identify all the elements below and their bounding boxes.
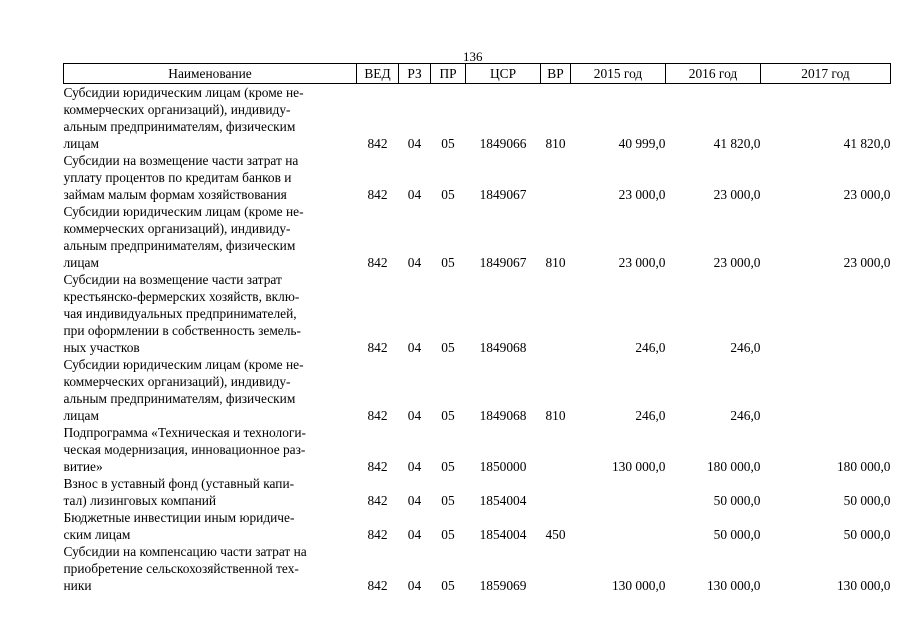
budget-table bbox=[63, 63, 891, 594]
row-ved: 842 bbox=[367, 459, 388, 474]
table-row bbox=[64, 543, 891, 594]
row-name bbox=[64, 356, 357, 424]
table-row bbox=[64, 424, 891, 475]
row-name-line: тал) лизинговых компаний bbox=[63, 493, 217, 508]
row-rz: 04 bbox=[407, 578, 422, 593]
row-name-line: Субсидии на возмещение части затрат на bbox=[63, 153, 299, 168]
header-pr: ПР bbox=[431, 64, 466, 84]
row-name-line: коммерческих организаций), индивиду- bbox=[63, 102, 291, 117]
row-csr: 1859069 bbox=[479, 578, 527, 593]
row-2016: 23 000,0 bbox=[713, 255, 761, 270]
row-vr bbox=[541, 475, 571, 509]
row-pr: 05 bbox=[441, 187, 455, 202]
row-ved: 842 bbox=[367, 493, 388, 508]
row-name-line: Субсидии на компенсацию части затрат на bbox=[63, 544, 307, 559]
row-2016: 50 000,0 bbox=[713, 493, 761, 508]
row-pr: 05 bbox=[441, 136, 455, 151]
row-name bbox=[64, 152, 357, 203]
row-rz: 04 bbox=[407, 527, 422, 542]
header-rz: РЗ bbox=[399, 64, 431, 84]
row-ved: 842 bbox=[367, 527, 388, 542]
row-vr: 810 bbox=[545, 136, 566, 151]
row-ved: 842 bbox=[367, 340, 388, 355]
row-pr: 05 bbox=[441, 459, 455, 474]
row-2017: 41 820,0 bbox=[843, 136, 891, 151]
row-2016: 23 000,0 bbox=[713, 187, 761, 202]
row-2016: 246,0 bbox=[730, 340, 761, 355]
row-name-line: Бюджетные инвестиции иным юридиче- bbox=[63, 510, 295, 525]
row-name-line: ных участков bbox=[63, 340, 140, 355]
row-2015 bbox=[571, 475, 666, 509]
row-name-line: при оформлении в собственность земель- bbox=[63, 323, 301, 338]
row-2016: 246,0 bbox=[730, 408, 761, 423]
row-pr: 05 bbox=[441, 578, 455, 593]
row-name-line: чая индивидуальных предпринимателей, bbox=[63, 306, 297, 321]
header-name: Наименование bbox=[64, 64, 357, 84]
row-pr: 05 bbox=[441, 408, 455, 423]
row-ved: 842 bbox=[367, 255, 388, 270]
row-name-line: Субсидии юридическим лицам (кроме не- bbox=[63, 85, 304, 100]
header-ved: ВЕД bbox=[357, 64, 399, 84]
row-name-line: лицам bbox=[63, 255, 99, 270]
row-name bbox=[64, 475, 357, 509]
row-2016: 130 000,0 bbox=[706, 578, 761, 593]
row-name-line: Субсидии на возмещение части затрат bbox=[63, 272, 282, 287]
row-name-line: ники bbox=[63, 578, 92, 593]
table-row bbox=[64, 356, 891, 424]
row-pr: 05 bbox=[441, 527, 455, 542]
row-2017: 50 000,0 bbox=[843, 527, 891, 542]
row-vr bbox=[541, 271, 571, 356]
table-row bbox=[64, 475, 891, 509]
row-2017 bbox=[761, 356, 891, 424]
row-vr: 810 bbox=[545, 408, 566, 423]
header-vr: ВР bbox=[541, 64, 571, 84]
row-2017: 23 000,0 bbox=[843, 187, 891, 202]
row-2015: 246,0 bbox=[635, 340, 666, 355]
row-2017: 50 000,0 bbox=[843, 493, 891, 508]
table-body bbox=[64, 84, 891, 595]
row-name-line: крестьянско-фермерских хозяйств, вклю- bbox=[63, 289, 300, 304]
row-vr: 810 bbox=[545, 255, 566, 270]
header-2017: 2017 год bbox=[761, 64, 891, 84]
row-name-line: Субсидии юридическим лицам (кроме не- bbox=[63, 357, 304, 372]
row-ved: 842 bbox=[367, 578, 388, 593]
row-name-line: коммерческих организаций), индивиду- bbox=[63, 221, 291, 236]
row-name-line: альным предпринимателям, физическим bbox=[63, 391, 296, 406]
table-header-row bbox=[64, 64, 891, 84]
row-name-line: Взнос в уставный фонд (уставный капи- bbox=[63, 476, 295, 491]
table-row bbox=[64, 203, 891, 271]
row-2017 bbox=[761, 271, 891, 356]
row-name bbox=[64, 424, 357, 475]
row-name-line: лицам bbox=[63, 408, 99, 423]
row-name-line: Подпрограмма «Техническая и технологи- bbox=[63, 425, 307, 440]
row-csr: 1849068 bbox=[479, 340, 527, 355]
header-csr: ЦСР bbox=[466, 64, 541, 84]
row-name-line: ским лицам bbox=[63, 527, 131, 542]
table-row bbox=[64, 84, 891, 153]
table-row bbox=[64, 271, 891, 356]
row-rz: 04 bbox=[407, 493, 422, 508]
row-name-line: Субсидии юридическим лицам (кроме не- bbox=[63, 204, 304, 219]
row-name-line: лицам bbox=[63, 136, 99, 151]
row-name-line: альным предпринимателям, физическим bbox=[63, 238, 296, 253]
row-csr: 1849067 bbox=[479, 255, 527, 270]
row-2016: 50 000,0 bbox=[713, 527, 761, 542]
row-2015: 246,0 bbox=[635, 408, 666, 423]
row-ved: 842 bbox=[367, 408, 388, 423]
row-rz: 04 bbox=[407, 255, 422, 270]
row-name-line: займам малым формам хозяйствования bbox=[63, 187, 287, 202]
row-name-line: коммерческих организаций), индивиду- bbox=[63, 374, 291, 389]
row-vr bbox=[541, 152, 571, 203]
header-2016: 2016 год bbox=[666, 64, 761, 84]
row-rz: 04 bbox=[407, 340, 422, 355]
row-ved: 842 bbox=[367, 187, 388, 202]
row-name bbox=[64, 543, 357, 594]
row-csr: 1849066 bbox=[479, 136, 527, 151]
row-csr: 1849067 bbox=[479, 187, 527, 202]
table-row bbox=[64, 152, 891, 203]
header-2015: 2015 год bbox=[571, 64, 666, 84]
row-name-line: уплату процентов по кредитам банков и bbox=[63, 170, 292, 185]
row-pr: 05 bbox=[441, 255, 455, 270]
row-rz: 04 bbox=[407, 136, 422, 151]
row-name-line: приобретение сельскохозяйственной тех- bbox=[63, 561, 299, 576]
row-rz: 04 bbox=[407, 187, 422, 202]
row-ved: 842 bbox=[367, 136, 388, 151]
row-2016: 180 000,0 bbox=[706, 459, 761, 474]
row-vr: 450 bbox=[545, 527, 566, 542]
row-csr: 1849068 bbox=[479, 408, 527, 423]
row-2015: 130 000,0 bbox=[611, 459, 666, 474]
row-name-line: витие» bbox=[63, 459, 103, 474]
page-number: 136 bbox=[463, 49, 483, 64]
row-2015: 130 000,0 bbox=[611, 578, 666, 593]
row-vr bbox=[541, 543, 571, 594]
row-rz: 04 bbox=[407, 459, 422, 474]
row-vr bbox=[541, 424, 571, 475]
row-pr: 05 bbox=[441, 340, 455, 355]
row-2017: 23 000,0 bbox=[843, 255, 891, 270]
row-2017: 130 000,0 bbox=[836, 578, 891, 593]
row-csr: 1854004 bbox=[479, 527, 527, 542]
row-rz: 04 bbox=[407, 408, 422, 423]
row-csr: 1850000 bbox=[479, 459, 527, 474]
row-name-line: ческая модернизация, инновационное раз- bbox=[63, 442, 306, 457]
row-2016: 41 820,0 bbox=[713, 136, 761, 151]
row-2017: 180 000,0 bbox=[836, 459, 891, 474]
row-name-line: альным предпринимателям, физическим bbox=[63, 119, 296, 134]
table-row bbox=[64, 509, 891, 543]
row-name bbox=[64, 203, 357, 271]
row-2015: 23 000,0 bbox=[618, 255, 666, 270]
row-name bbox=[64, 84, 357, 153]
row-2015: 40 999,0 bbox=[618, 136, 666, 151]
row-2015: 23 000,0 bbox=[618, 187, 666, 202]
row-csr: 1854004 bbox=[479, 493, 527, 508]
row-name bbox=[64, 271, 357, 356]
row-name bbox=[64, 509, 357, 543]
row-2015 bbox=[571, 509, 666, 543]
row-pr: 05 bbox=[441, 493, 455, 508]
